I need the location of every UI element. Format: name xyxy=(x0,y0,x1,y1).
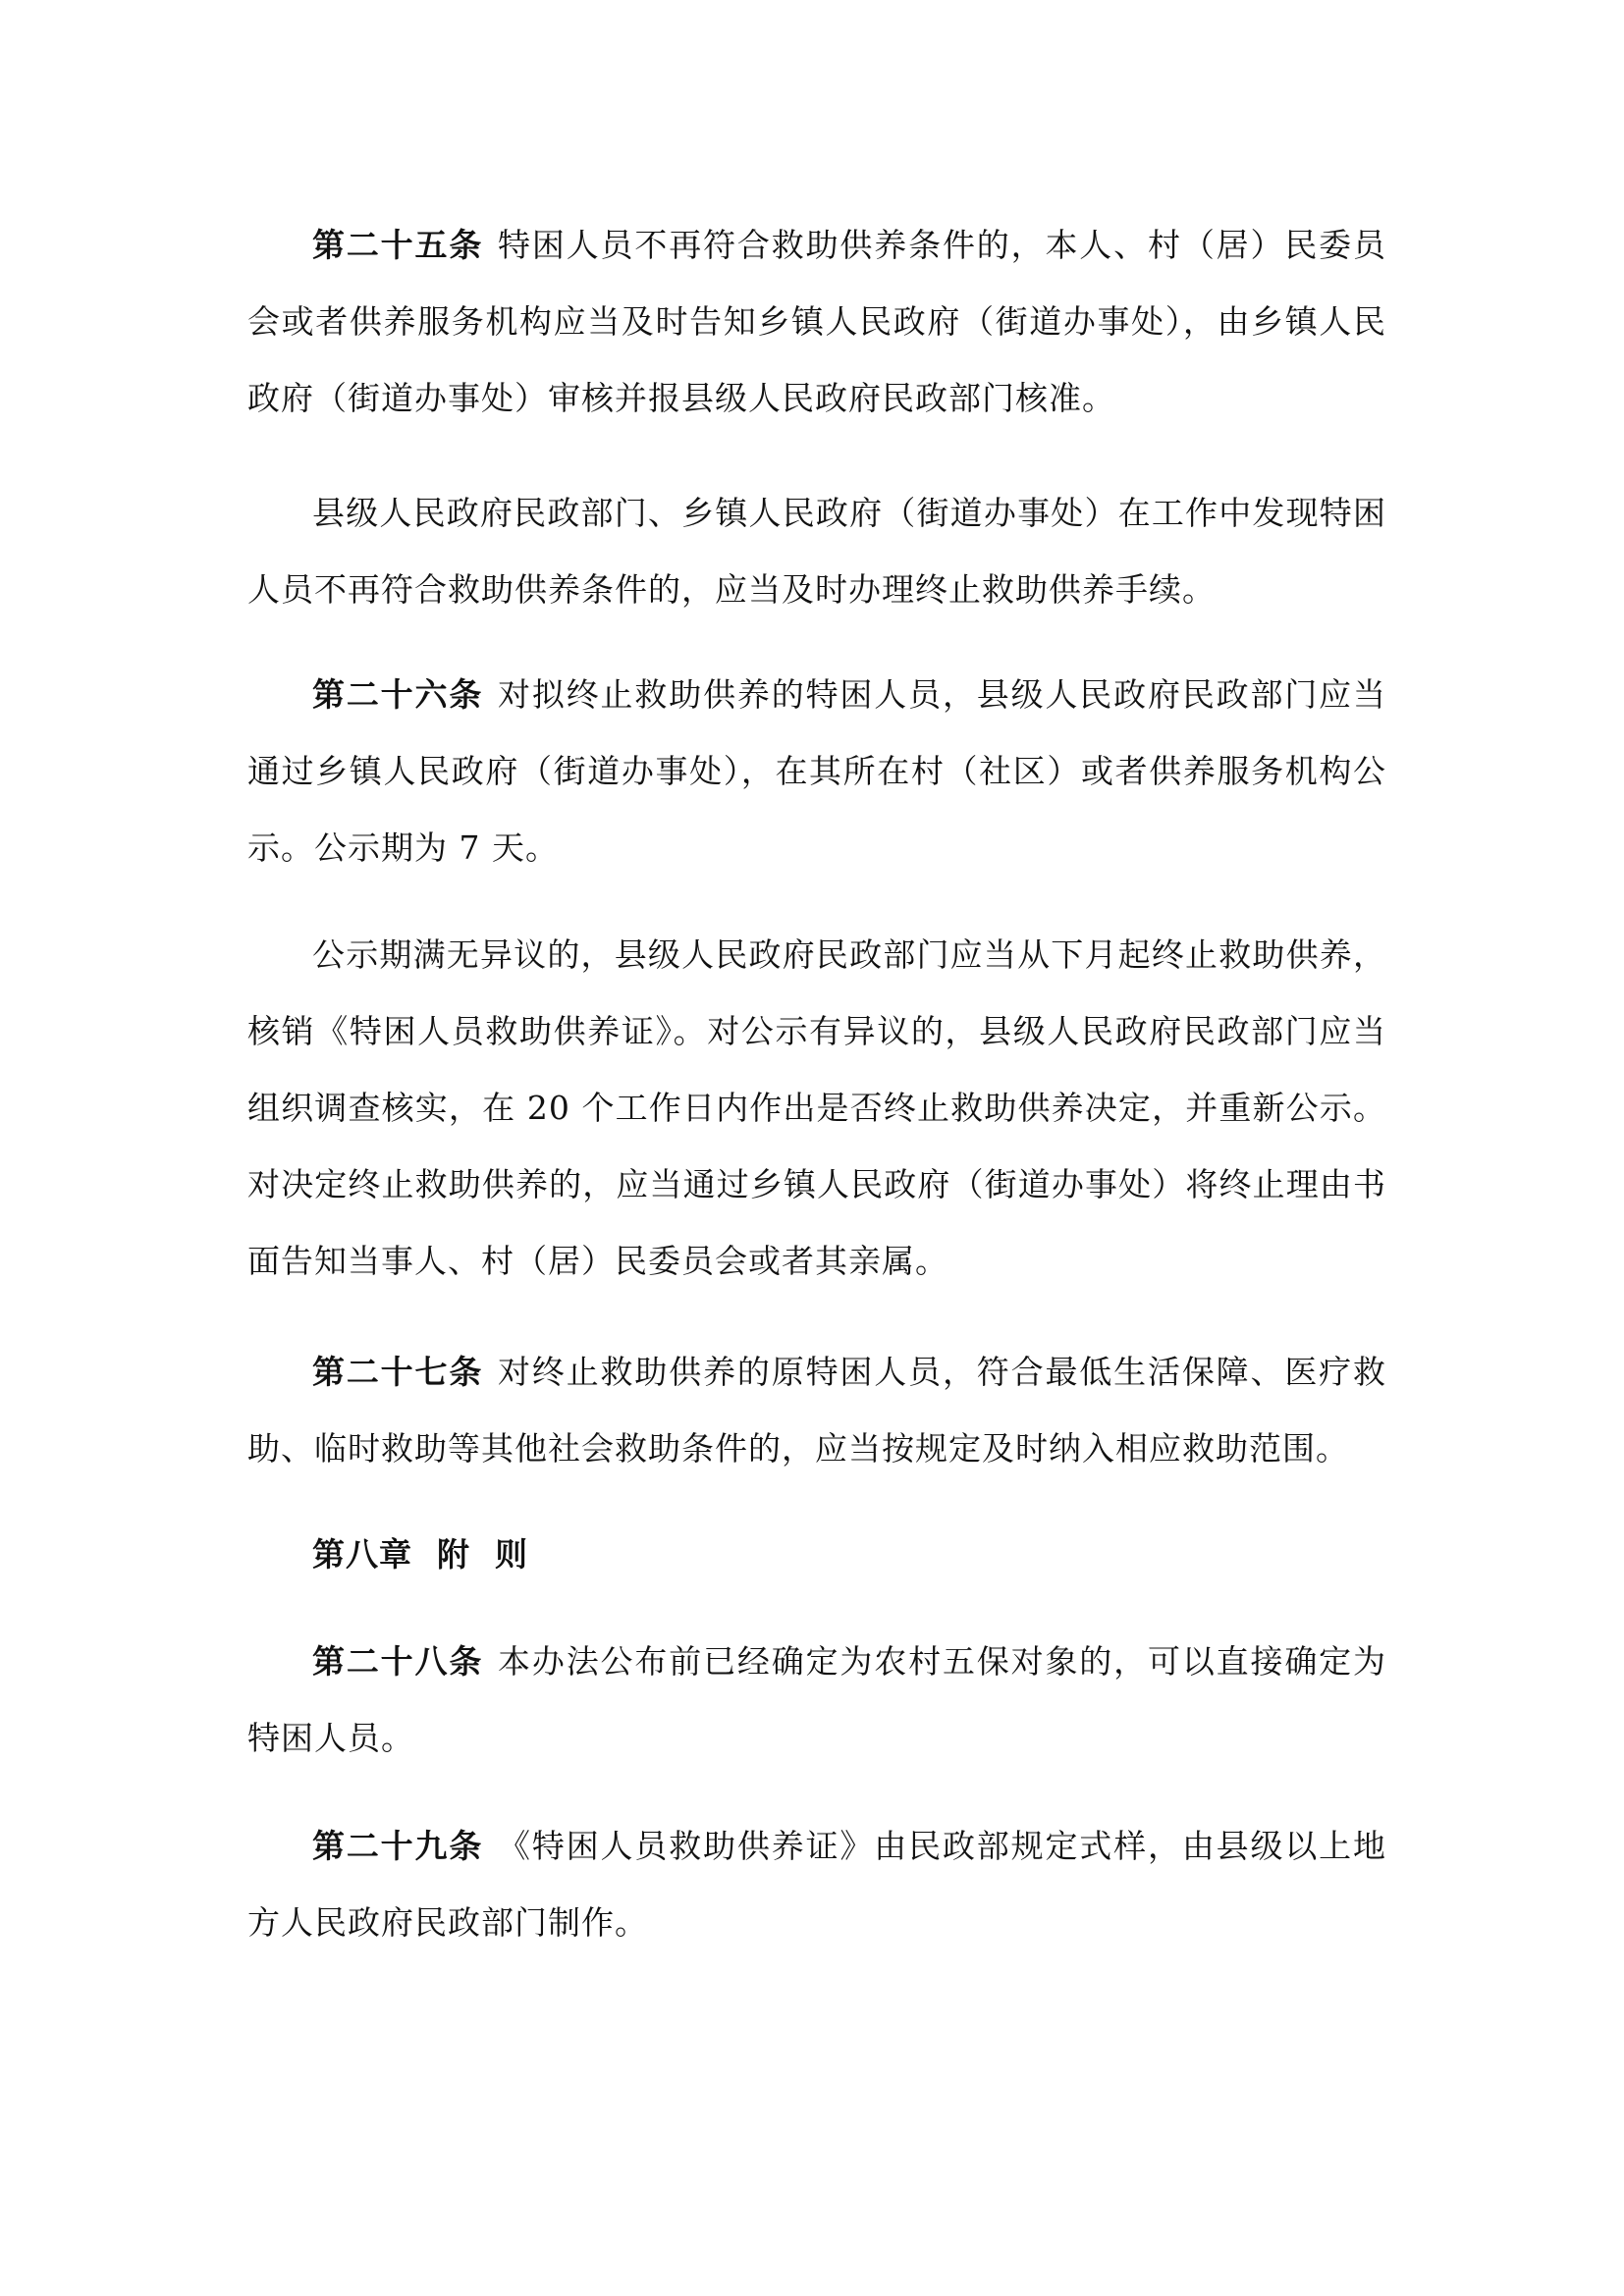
article-25 xyxy=(247,207,1386,437)
article-26-text: 对拟终止救助供养的特困人员，县级人民政府民政部门应当通过乡镇人民政府（街道办事处），在其所在村（社区）或者供养服务机构公示。公示期为 7 天。 xyxy=(247,675,1387,867)
article-25-paragraph-2-text: 县级人民政府民政部门、乡镇人民政府（街道办事处）在工作中发现特困人员不再符合救助供养条件的，应当及时办理终止救助供养手续。 xyxy=(247,494,1386,609)
article-26 xyxy=(247,657,1386,886)
chapter-heading: 第八章 附 则 xyxy=(312,1535,528,1574)
article-27-label: 第二十七条 xyxy=(312,1353,484,1391)
article-28-text: 本办法公布前已经确定为农村五保对象的，可以直接确定为特困人员。 xyxy=(247,1642,1387,1757)
article-27-text: 对终止救助供养的原特困人员，符合最低生活保障、医疗救助、临时救助等其他社会救助条件的，应当按规定及时纳入相应救助范围。 xyxy=(247,1353,1387,1468)
article-26-paragraph-2-text: 公示期满无异议的，县级人民政府民政部门应当从下月起终止救助供养，核销《特困人员救助供养证》。对公示有异议的，县级人民政府民政部门应当组织调查核实，在 20 个工作日内作出是否终止救助供养决定，并重新公示。对决定终止救助供养的，应当通过乡镇人民政府（街道办事处）将终止理由书面告知当事人、村（居）民委员会或者其亲属。 xyxy=(247,935,1386,1280)
article-26-label: 第二十六条 xyxy=(312,675,484,714)
article-26-paragraph-2 xyxy=(247,917,1386,1300)
article-25-label: 第二十五条 xyxy=(312,226,484,264)
article-25-text: 特困人员不再符合救助供养条件的，本人、村（居）民委员会或者供养服务机构应当及时告知乡镇人民政府（街道办事处），由乡镇人民政府（街道办事处）审核并报县级人民政府民政部门核准。 xyxy=(247,226,1387,417)
article-29 xyxy=(247,1808,1386,1961)
article-29-text: 《特困人员救助供养证》由民政部规定式样，由县级以上地方人民政府民政部门制作。 xyxy=(247,1827,1387,1942)
article-28 xyxy=(247,1624,1386,1777)
article-27 xyxy=(247,1334,1386,1487)
article-25-paragraph-2 xyxy=(247,475,1386,628)
article-28-label: 第二十八条 xyxy=(312,1642,484,1681)
article-29-label: 第二十九条 xyxy=(312,1827,484,1865)
